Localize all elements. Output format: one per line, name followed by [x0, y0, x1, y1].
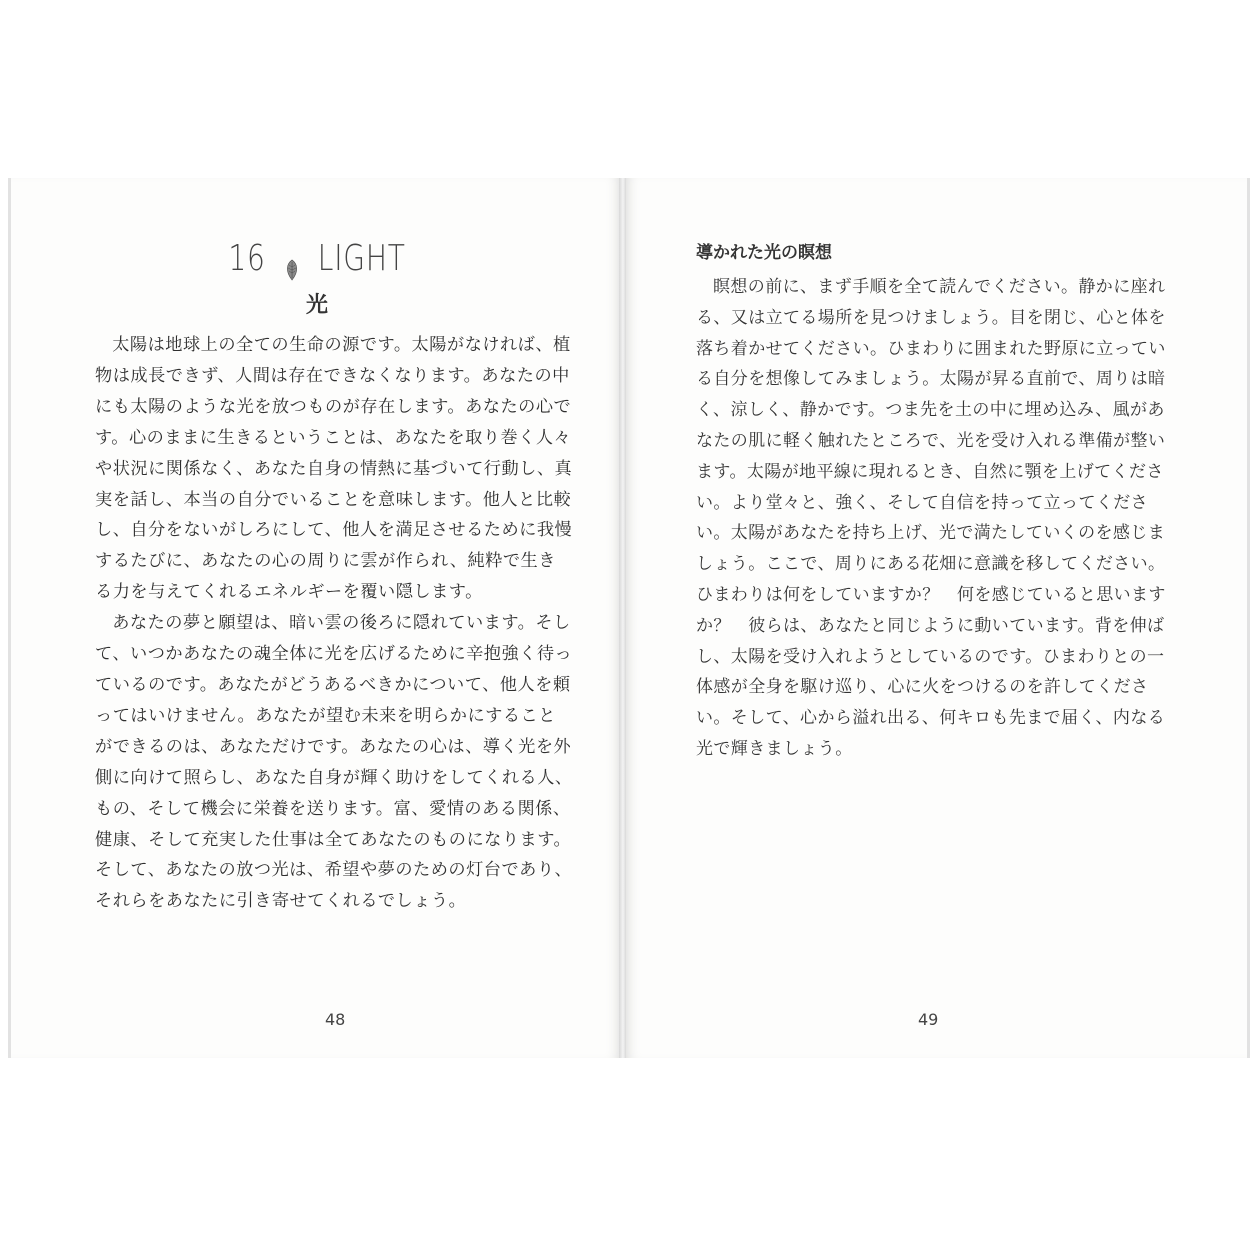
page-number-left: 48 [325, 1010, 346, 1029]
right-body-text [696, 272, 1174, 765]
section-title: 導かれた光の瞑想 [696, 243, 832, 263]
left-paragraph-2: あなたの夢と願望は、暗い雲の後ろに隠れています。そして、いつかあなたの魂全体に光を広げるために辛抱強く待っているのです。あなたがどうあるべきかについて、他人を頼ってはいけません。あなたが望む未来を明らかにすることができるのは、あなただけです。あなたの心は、導く光を外側に向けて照らし、あなた自身が輝く助けをしてくれる人、もの、そして機会に栄養を送ります。富、愛情のある関係、健康、そして充実した仕事は全てあなたのものになります。そして、あなたの放つ光は、希望や夢のための灯台であり、それらをあなたに引き寄せてくれるでしょう。 [95, 613, 573, 912]
chapter-heading [78, 238, 555, 279]
left-paragraph-1: 太陽は地球上の全ての生命の源です。太陽がなければ、植物は成長できず、人間は存在できなくなります。あなたの中にも太陽のような光を放つものが存在します。あなたの心です。心のままに生きるということは、あなたを取り巻く人々や状況に関係なく、あなた自身の情熱に基づいて行動し、真実を話し、本当の自分でいることを意味します。他人と比較し、自分をないがしろにして、他人を満足させるために我慢するたびに、あなたの心の周りに雲が作られ、純粋で生きる力を与えてくれるエネルギーを覆い隠します。 [95, 335, 573, 603]
right-paragraph-1: 瞑想の前に、まず手順を全て読んでください。静かに座れる、又は立てる場所を見つけましょう。目を閉じ、心と体を落ち着かせてください。ひまわりに囲まれた野原に立っている自分を想像してみましょう。太陽が昇る直前で、周りは暗く、涼しく、静かです。つま先を土の中に埋め込み、風があなたの肌に軽く触れたところで、光を受け入れる準備が整います。太陽が地平線に現れるとき、自然に顎を上げてください。より堂々と、強く、そして自信を持って立ってください。太陽があなたを持ち上げ、光で満たしていくのを感じましょう。ここで、周りにある花畑に意識を移してください。ひまわりは何をしていますか？ 何を感じていると思いますか？ 彼らは、あなたと同じように動いています。背を伸ばし、太陽を受け入れようとしているのです。ひまわりとの一体感が全身を駆け巡り、心に火をつけるのを許してください。そして、心から溢れ出る、何キロも先まで届く、内なる光で輝きましょう。 [696, 277, 1166, 759]
left-page [8, 178, 620, 1058]
chapter-kanji-title: 光 [305, 293, 328, 318]
right-page [626, 178, 1250, 1058]
left-body-text [95, 330, 573, 917]
leaf-icon [283, 249, 300, 271]
chapter-number: 16 [228, 238, 266, 279]
page-number-right: 49 [918, 1010, 939, 1029]
chapter-word: LIGHT [317, 238, 406, 279]
book-spread [0, 178, 1260, 1058]
